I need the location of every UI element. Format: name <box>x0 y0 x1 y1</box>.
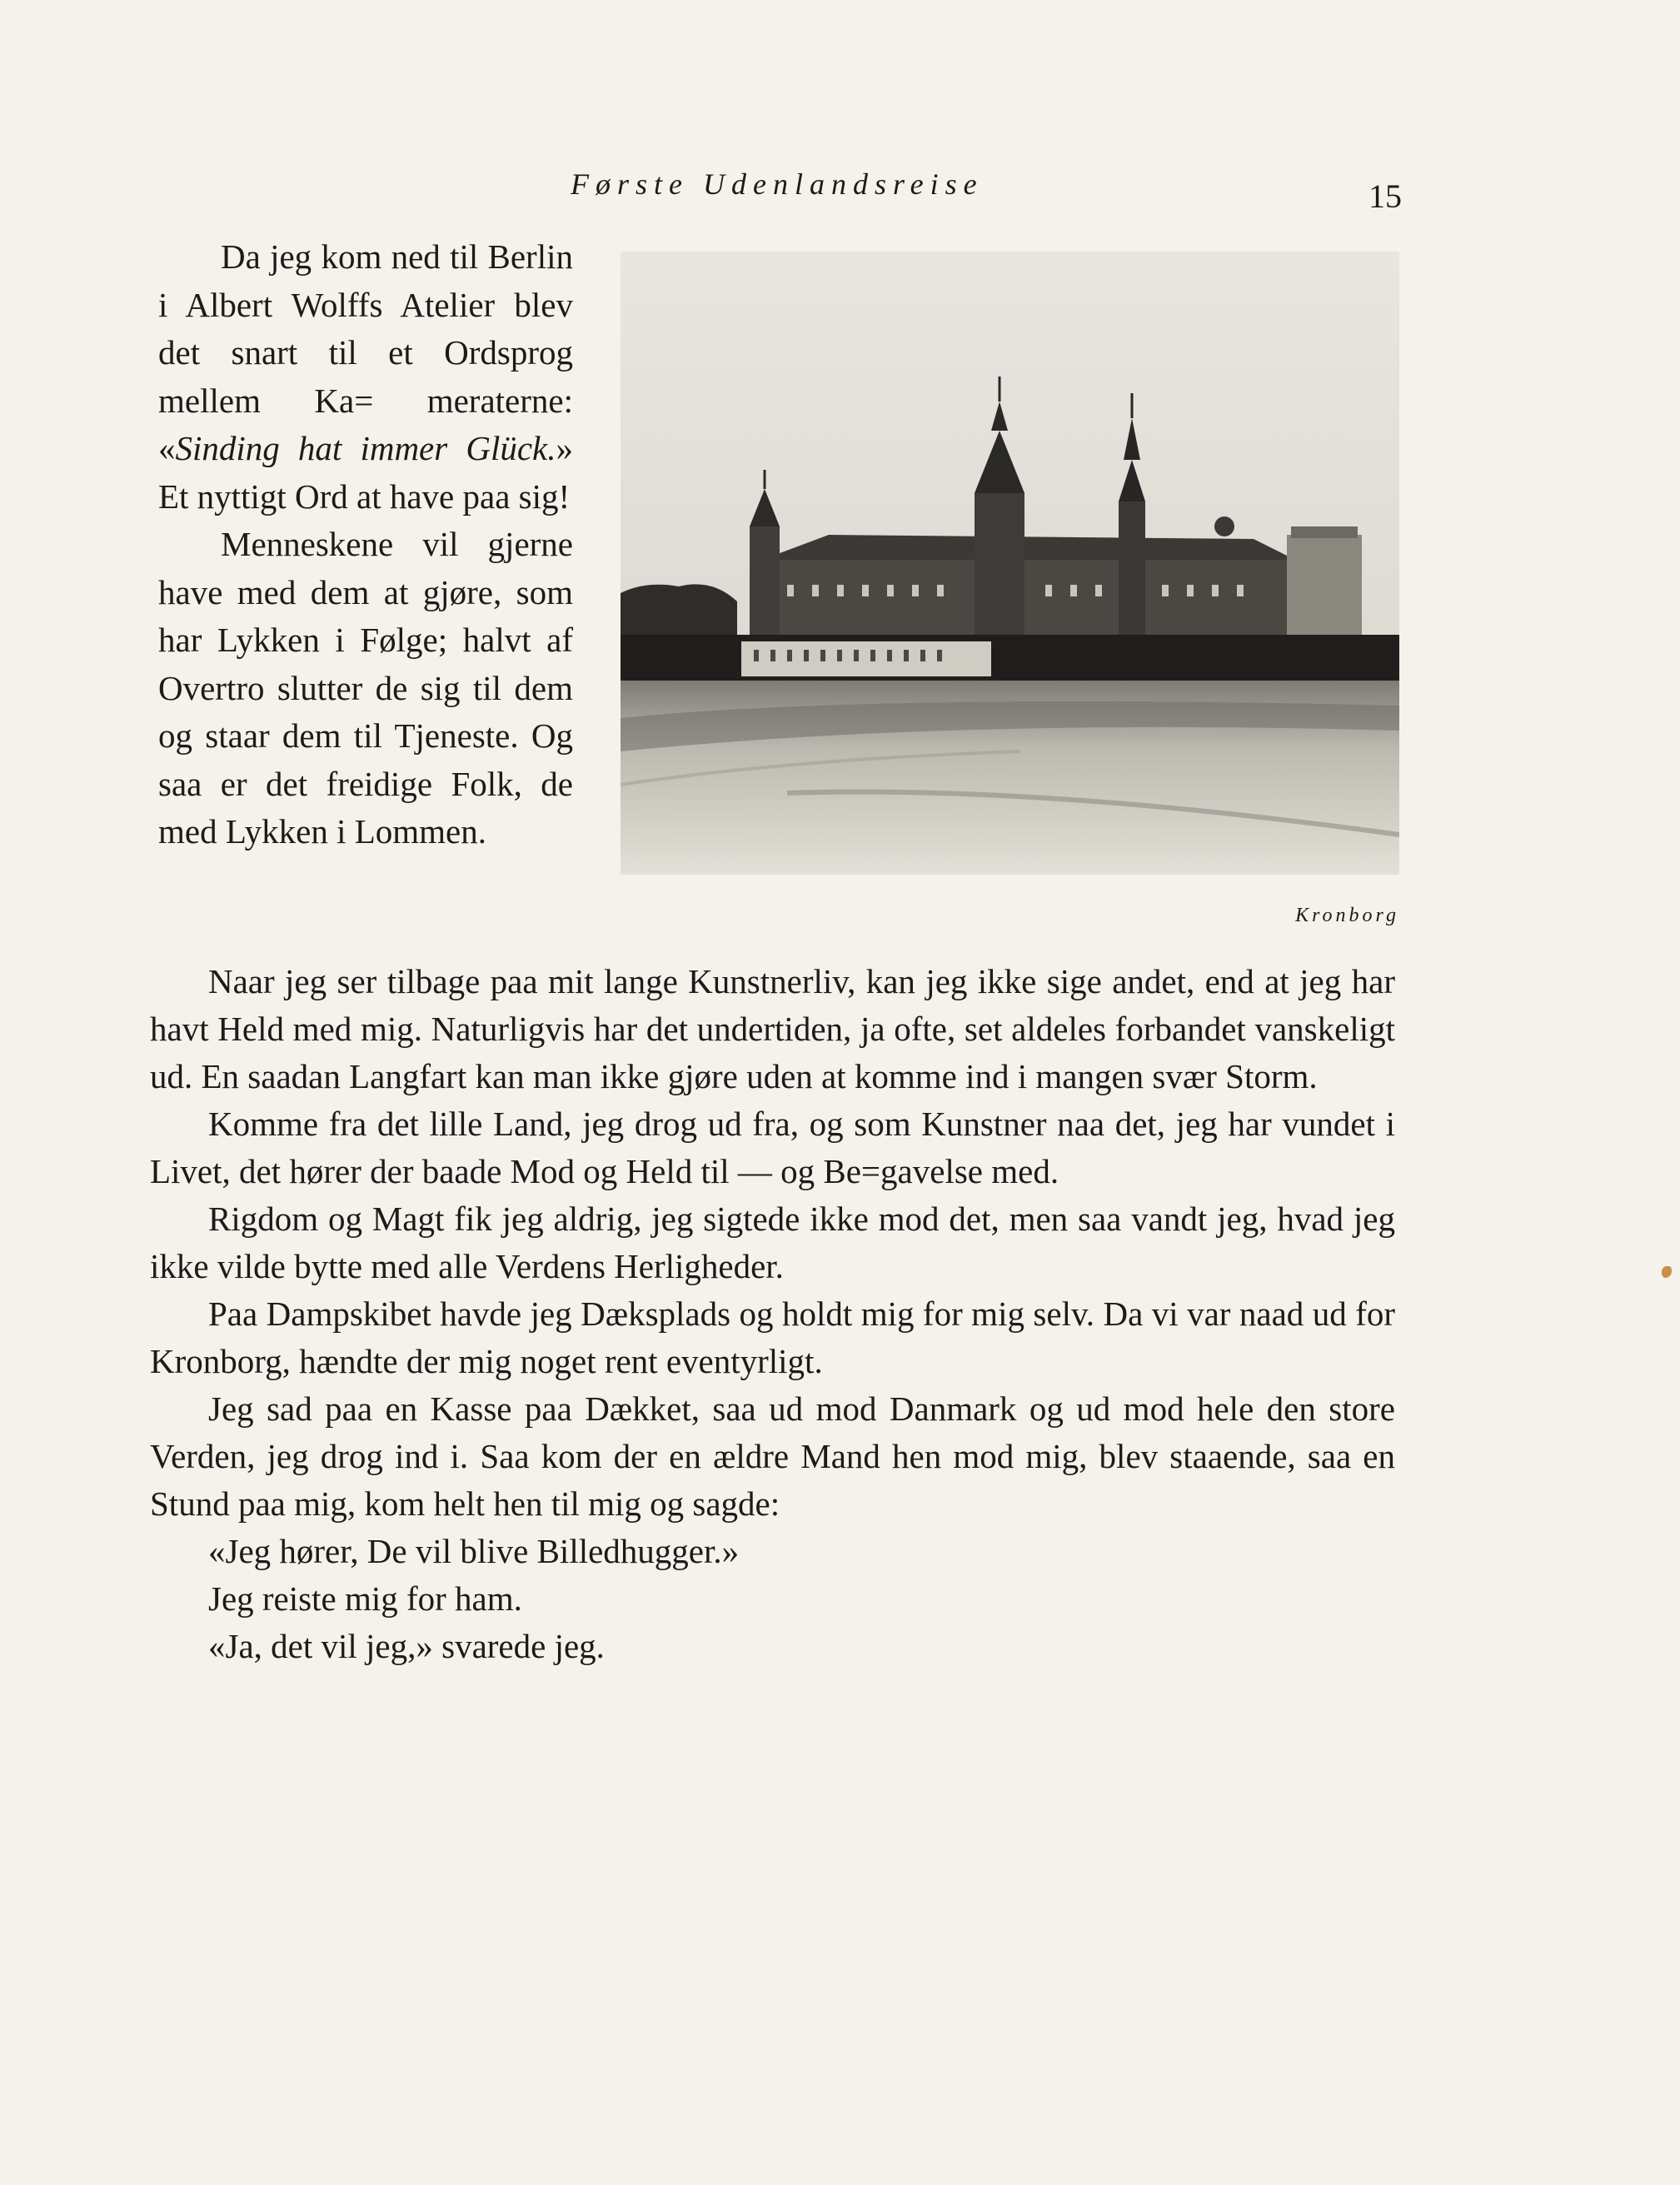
body-paragraph: Paa Dampskibet havde jeg Dæksplads og holdt mig for mig selv. Da vi var naad ud for Kronborg, hændte der mig noget rent eventyrligt. <box>150 1295 1395 1380</box>
paper-stain <box>1662 1266 1672 1278</box>
body-paragraph: Rigdom og Magt fik jeg aldrig, jeg sigtede ikke mod det, men saa vandt jeg, hvad jeg ikke vilde bytte med alle Verdens Herligheder. <box>150 1200 1395 1285</box>
body-paragraph: Jeg sad paa en Kasse paa Dækket, saa ud mod Danmark og ud mod hele den store Verden, jeg drog ind i. Saa kom der en ældre Mand hen mod mig, blev staaende, saa en Stund paa mig, kom helt hen til mig og sagde: <box>150 1389 1395 1523</box>
hyphen-mark: = <box>354 381 374 420</box>
intro-text-part: meraterne: « <box>158 381 573 467</box>
intro-paragraph-2: Menneskene vil gjerne have med dem at gjøre, som har Lykken i Følge; halvt af Overtro slutter de sig til dem og staar dem til Tjeneste. Og saa er det freidige Folk, de med Lykken i Lommen. <box>158 525 573 851</box>
intro-text-part: » Et nyttigt Ord at have paa sig! <box>158 429 573 516</box>
figure-caption: Kronborg <box>1295 905 1399 926</box>
intro-text-part: Da jeg kom ned til Berlin i Albert Wolffs Atelier blev det snart til et Ordsprog mellem Ka <box>158 237 573 420</box>
dialogue-line: «Jeg hører, De vil blive Billedhugger.» <box>208 1532 740 1570</box>
body-text <box>150 958 1395 1670</box>
dialogue-line: Jeg reiste mig for ham. <box>208 1579 522 1618</box>
running-title: Første Udenlandsreise <box>571 167 984 201</box>
intro-text <box>158 233 573 856</box>
german-quote: Sinding hat immer Glück. <box>175 429 556 467</box>
intro-paragraph-1 <box>158 233 573 521</box>
page-number: 15 <box>1368 177 1402 215</box>
body-paragraph: Naar jeg ser tilbage paa mit lange Kunstnerliv, kan jeg ikke sige andet, end at jeg har havt Held med mig. Naturligvis har det undertiden, ja ofte, set aldeles forbandet vanskeligt ud. En saadan Langfart kan man ikke gjøre uden at komme ind i mangen svær Storm. <box>150 962 1395 1095</box>
body-paragraph: Komme fra det lille Land, jeg drog ud fra, og som Kunstner naa det, jeg har vundet i Livet, det hører der baade Mod og Held til — og Be=gavelse med. <box>150 1105 1395 1190</box>
castle-illustration <box>621 252 1399 875</box>
kronborg-photo <box>621 252 1399 875</box>
dialogue-line: «Ja, det vil jeg,» svarede jeg. <box>208 1627 605 1665</box>
page-header <box>150 167 1402 217</box>
